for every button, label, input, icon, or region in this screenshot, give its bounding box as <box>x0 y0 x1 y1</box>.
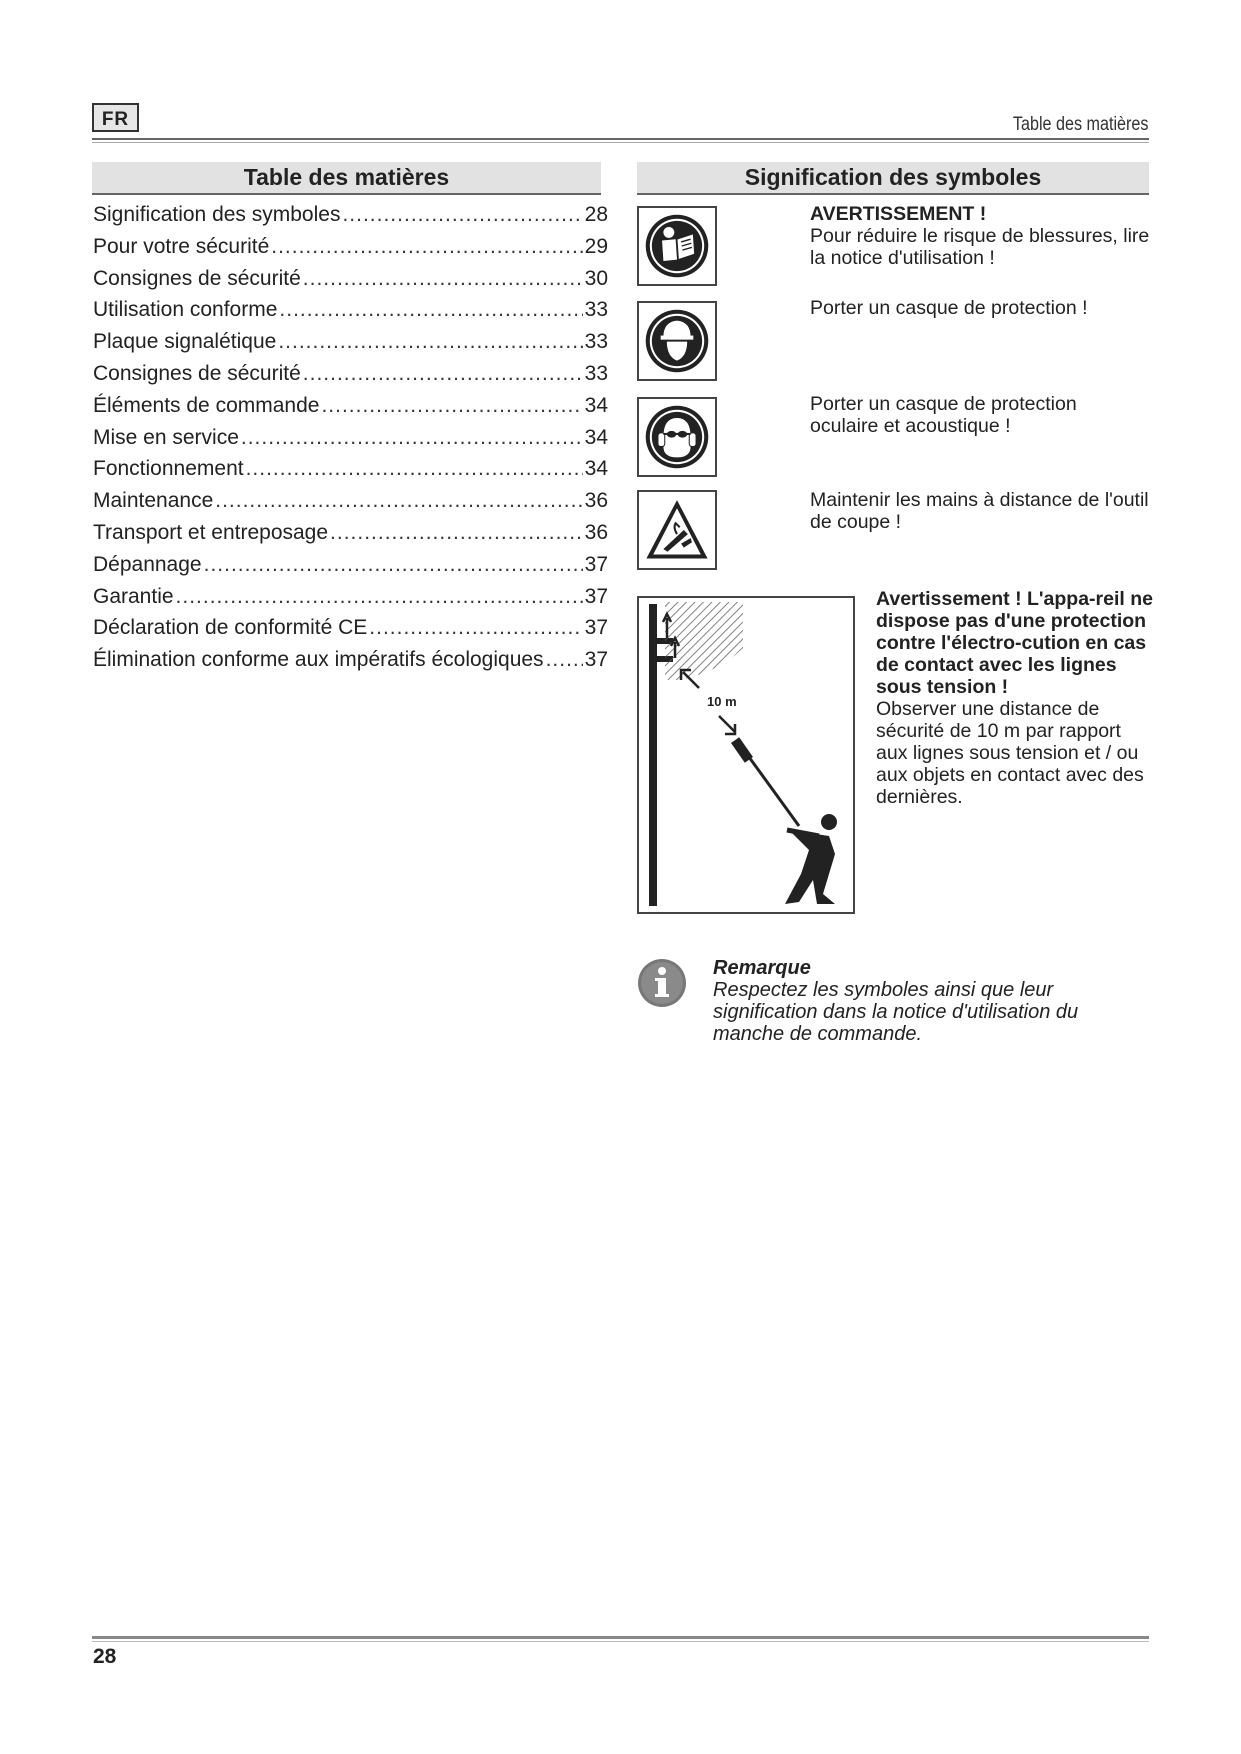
toc-leader <box>241 426 583 450</box>
toc-entry[interactable] <box>93 457 608 489</box>
toc-leader <box>176 585 583 609</box>
helmet-icon <box>637 301 717 381</box>
symbol-text: Pour réduire le risque de blessures, lire la notice d'utilisation ! <box>810 225 1150 269</box>
eye-ear-protection-icon <box>637 397 717 477</box>
toc-entry-title: Consignes de sécurité <box>93 266 301 290</box>
toc-entry[interactable] <box>93 521 608 553</box>
toc-heading: Table des matières <box>92 162 601 195</box>
symbol-text: Maintenir les mains à distance de l'outil de coupe ! <box>810 489 1149 533</box>
language-badge: FR <box>92 103 139 132</box>
toc-entry[interactable] <box>93 489 608 521</box>
powerline-warning <box>876 588 1156 808</box>
toc-leader <box>204 553 583 577</box>
toc-leader <box>330 521 583 545</box>
toc-entry[interactable] <box>93 267 608 299</box>
toc-entry-title: Déclaration de conformité CE <box>93 616 368 640</box>
symbol-text: Porter un casque de protection oculaire et acoustique ! <box>810 393 1077 437</box>
distance-label: 10 m <box>707 694 737 709</box>
toc-entry-title: Maintenance <box>93 489 214 513</box>
symbol-description <box>810 203 1150 269</box>
symbol-description <box>810 297 1150 319</box>
symbol-text: Porter un casque de protection ! <box>810 297 1088 319</box>
toc-entry[interactable] <box>93 553 608 585</box>
toc-entry[interactable] <box>93 426 608 458</box>
toc-entry[interactable] <box>93 585 608 617</box>
toc-entry-page: 37 <box>584 648 608 672</box>
page-number: 28 <box>93 1645 117 1668</box>
toc-entry[interactable] <box>93 362 608 394</box>
symbol-description <box>810 489 1150 533</box>
toc-entry-page: 37 <box>584 552 608 576</box>
toc-entry-title: Éléments de commande <box>93 393 320 417</box>
toc-entry[interactable] <box>93 616 608 648</box>
toc-entry-page: 34 <box>584 393 608 417</box>
powerline-warning-text: Observer une distance de sécurité de 10 m par rapport aux lignes sous tension et / ou aux objets en contact avec des dernières. <box>876 698 1144 808</box>
toc-entry-page: 33 <box>584 330 608 354</box>
table-of-contents <box>93 203 608 680</box>
toc-entry-page: 29 <box>584 234 608 258</box>
toc-leader <box>321 394 582 418</box>
toc-leader <box>246 457 583 481</box>
toc-leader <box>303 362 583 386</box>
toc-entry[interactable] <box>93 648 608 680</box>
toc-leader <box>342 203 582 227</box>
toc-entry-title: Consignes de sécurité <box>93 361 301 385</box>
toc-entry-page: 34 <box>584 425 608 449</box>
toc-entry-page: 34 <box>584 457 608 481</box>
toc-entry-page: 36 <box>584 489 608 513</box>
header-divider-thin <box>92 142 1149 143</box>
toc-entry-title: Signification des symboles <box>93 203 341 226</box>
toc-entry-page: 37 <box>584 584 608 608</box>
footer-divider <box>92 1636 1149 1639</box>
toc-entry-page: 33 <box>584 298 608 322</box>
note-text: Respectez les symboles ainsi que leur signification dans la notice d'utilisation du manche de commande. <box>713 979 1079 1045</box>
toc-entry-page: 37 <box>584 616 608 640</box>
toc-entry-title: Fonctionnement <box>93 457 244 481</box>
toc-entry-title: Transport et entreposage <box>93 520 329 544</box>
powerline-warning-bold: Avertissement ! L'appa-reil ne dispose pas d'une protection contre l'électro-cution en cas de contact avec les lignes sous tension ! <box>876 588 1153 698</box>
toc-leader <box>303 267 583 291</box>
toc-entry-title: Pour votre sécurité <box>93 234 270 258</box>
toc-entry[interactable] <box>93 394 608 426</box>
hands-away-icon <box>637 490 717 570</box>
read-manual-icon <box>637 206 717 286</box>
toc-leader <box>271 235 582 259</box>
toc-entry[interactable] <box>93 235 608 267</box>
toc-entry[interactable] <box>93 330 608 362</box>
toc-entry-title: Plaque signalétique <box>93 330 277 354</box>
toc-leader <box>546 648 583 672</box>
symbol-warning-title: AVERTISSEMENT ! <box>810 203 987 225</box>
toc-entry-title: Utilisation conforme <box>93 298 278 322</box>
toc-entry-page: 28 <box>584 203 608 226</box>
toc-leader <box>369 616 582 640</box>
toc-entry-page: 30 <box>584 266 608 290</box>
toc-entry-title: Élimination conforme aux impératifs écologiques <box>93 648 544 672</box>
toc-entry[interactable] <box>93 298 608 330</box>
symbol-description <box>810 393 1150 437</box>
toc-leader <box>215 489 582 513</box>
toc-entry-page: 36 <box>584 520 608 544</box>
powerline-illustration <box>637 596 855 914</box>
info-icon <box>637 958 687 1008</box>
note <box>713 957 1143 1045</box>
footer-divider-thin <box>92 1641 1149 1642</box>
symbols-heading: Signification des symboles <box>637 162 1149 195</box>
toc-entry-page: 33 <box>584 361 608 385</box>
note-title: Remarque <box>713 957 811 979</box>
toc-entry[interactable] <box>93 203 608 235</box>
toc-entry-title: Dépannage <box>93 552 202 576</box>
header-divider <box>92 138 1149 140</box>
toc-leader <box>279 298 582 322</box>
header-section-title: Table des matières <box>1012 114 1148 135</box>
toc-entry-title: Mise en service <box>93 425 239 449</box>
toc-entry-title: Garantie <box>93 584 174 608</box>
toc-leader <box>278 330 582 354</box>
